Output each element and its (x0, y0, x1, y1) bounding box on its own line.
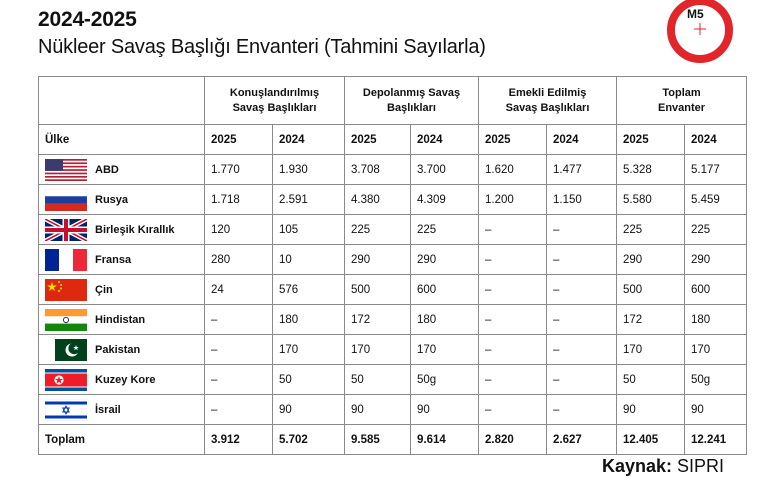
flag-pakistan-icon (45, 339, 87, 361)
total-cell: 9.614 (411, 425, 479, 455)
cell: – (547, 245, 617, 275)
cell: – (479, 275, 547, 305)
logo-text: M5 (687, 7, 704, 21)
cell: 280 (205, 245, 273, 275)
cell: – (205, 305, 273, 335)
year-header: 2025 (345, 125, 411, 155)
country-cell (39, 305, 205, 335)
header-empty-cell (39, 77, 205, 125)
cell: 50g (685, 365, 747, 395)
cell: 180 (685, 305, 747, 335)
table-group-header-row (39, 77, 747, 125)
cell: 4.380 (345, 185, 411, 215)
cell: 225 (617, 215, 685, 245)
flag-russia-icon (45, 189, 87, 211)
cell: 576 (273, 275, 345, 305)
country-cell (39, 335, 205, 365)
year-header: 2024 (273, 125, 345, 155)
cell: 172 (345, 305, 411, 335)
source-line (602, 456, 724, 477)
cell: 500 (345, 275, 411, 305)
cell: 180 (411, 305, 479, 335)
table-row (39, 305, 747, 335)
cell: 172 (617, 305, 685, 335)
cell: – (547, 215, 617, 245)
page-title: Nükleer Savaş Başlığı Envanteri (Tahmini Sayılarla) (38, 36, 486, 58)
country-name: Fransa (95, 253, 132, 266)
country-name: Hindistan (95, 313, 146, 326)
table-row (39, 275, 747, 305)
country-column-header: Ülke (39, 125, 205, 155)
flag-france-icon (45, 249, 87, 271)
country-name: Pakistan (95, 343, 141, 356)
cell: 1.930 (273, 155, 345, 185)
table-row (39, 155, 747, 185)
cell: 1.770 (205, 155, 273, 185)
title-year: 2024-2025 (38, 8, 137, 31)
year-header: 2025 (205, 125, 273, 155)
source-value: SIPRI (677, 456, 725, 476)
cell: – (479, 365, 547, 395)
table-row (39, 215, 747, 245)
country-name: Kuzey Kore (95, 373, 156, 386)
cell: 2.591 (273, 185, 345, 215)
cell: 4.309 (411, 185, 479, 215)
year-header: 2025 (617, 125, 685, 155)
cell: 170 (411, 335, 479, 365)
cell: 290 (685, 245, 747, 275)
table-row (39, 395, 747, 425)
country-cell (39, 215, 205, 245)
cell: 50 (617, 365, 685, 395)
total-cell: 5.702 (273, 425, 345, 455)
cell: – (479, 335, 547, 365)
header-retired: Emekli Edilmiş Savaş Başlıkları (479, 77, 617, 125)
country-cell (39, 395, 205, 425)
table-row (39, 365, 747, 395)
flag-uk-icon (45, 219, 87, 241)
cell: 1.477 (547, 155, 617, 185)
cell: – (479, 215, 547, 245)
cell: 105 (273, 215, 345, 245)
year-header: 2025 (479, 125, 547, 155)
cell: 90 (345, 395, 411, 425)
total-cell: 9.585 (345, 425, 411, 455)
cell: 1.718 (205, 185, 273, 215)
cell: 225 (411, 215, 479, 245)
cell: 24 (205, 275, 273, 305)
cell: – (547, 395, 617, 425)
cell: – (547, 275, 617, 305)
total-cell: 12.405 (617, 425, 685, 455)
cell: 170 (345, 335, 411, 365)
cell: 170 (617, 335, 685, 365)
table-year-header-row (39, 125, 747, 155)
flag-north-korea-icon (45, 369, 87, 391)
flag-israel-icon (45, 399, 87, 421)
cell: 90 (617, 395, 685, 425)
cell: 1.200 (479, 185, 547, 215)
year-header: 2024 (411, 125, 479, 155)
cell: – (479, 395, 547, 425)
cell: – (479, 245, 547, 275)
cell: 600 (411, 275, 479, 305)
cell: 90 (411, 395, 479, 425)
cell: – (205, 365, 273, 395)
country-cell (39, 275, 205, 305)
cell: 5.459 (685, 185, 747, 215)
year-header: 2024 (547, 125, 617, 155)
cell: 120 (205, 215, 273, 245)
cell: 50g (411, 365, 479, 395)
cell: 1.620 (479, 155, 547, 185)
cell: 5.177 (685, 155, 747, 185)
cell: 1.150 (547, 185, 617, 215)
header-total-inventory: Toplam Envanter (617, 77, 747, 125)
country-cell (39, 185, 205, 215)
cell: 3.708 (345, 155, 411, 185)
flag-china-icon (45, 279, 87, 301)
cell: 3.700 (411, 155, 479, 185)
cell: 290 (411, 245, 479, 275)
cell: 170 (273, 335, 345, 365)
cell: 10 (273, 245, 345, 275)
country-name: Birleşik Kırallık (95, 223, 175, 236)
total-label: Toplam (39, 425, 205, 455)
country-name: ABD (95, 163, 119, 176)
cell: – (547, 305, 617, 335)
cell: 90 (685, 395, 747, 425)
cell: 225 (345, 215, 411, 245)
header-stored: Depolanmış Savaş Başlıkları (345, 77, 479, 125)
country-cell (39, 155, 205, 185)
cell: 5.328 (617, 155, 685, 185)
cell: 90 (273, 395, 345, 425)
country-cell (39, 245, 205, 275)
warhead-inventory-table (38, 76, 747, 455)
total-cell: 2.820 (479, 425, 547, 455)
table-row (39, 245, 747, 275)
header-deployed: Konuşlandırılmış Savaş Başlıkları (205, 77, 345, 125)
cell: 50 (273, 365, 345, 395)
source-label: Kaynak: (602, 456, 673, 476)
cell: 290 (345, 245, 411, 275)
cell: 290 (617, 245, 685, 275)
cell: 180 (273, 305, 345, 335)
country-cell (39, 365, 205, 395)
table-row (39, 185, 747, 215)
total-cell: 3.912 (205, 425, 273, 455)
country-name: İsrail (95, 403, 121, 416)
cell: 170 (685, 335, 747, 365)
cell: – (205, 335, 273, 365)
flag-usa-icon (45, 159, 87, 181)
total-row (39, 425, 747, 455)
cell: 500 (617, 275, 685, 305)
total-cell: 12.241 (685, 425, 747, 455)
cell: – (479, 305, 547, 335)
cell: 225 (685, 215, 747, 245)
cell: 50 (345, 365, 411, 395)
total-cell: 2.627 (547, 425, 617, 455)
m5-logo (648, 0, 748, 72)
country-name: Çin (95, 283, 113, 296)
cell: – (547, 335, 617, 365)
cell: – (547, 365, 617, 395)
country-name: Rusya (95, 193, 129, 206)
cell: – (205, 395, 273, 425)
cell: 5.580 (617, 185, 685, 215)
flag-india-icon (45, 309, 87, 331)
cell: 600 (685, 275, 747, 305)
table-row (39, 335, 747, 365)
year-header: 2024 (685, 125, 747, 155)
